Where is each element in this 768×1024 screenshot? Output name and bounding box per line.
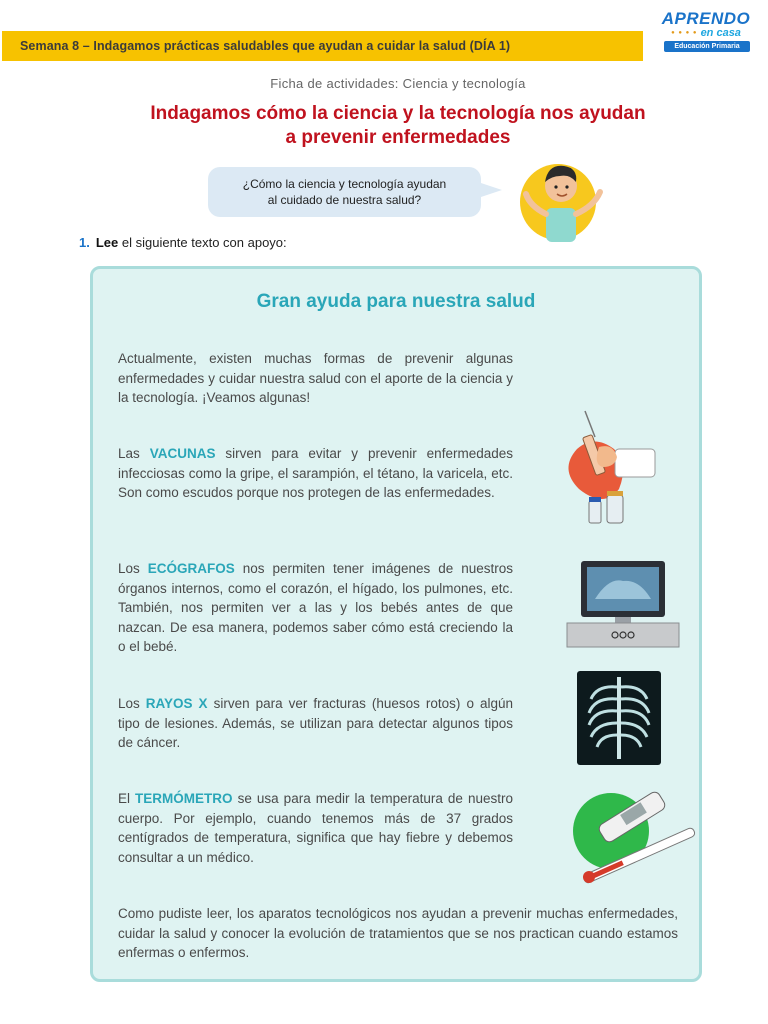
xray-icon <box>577 671 661 765</box>
intro-paragraph: Actualmente, existen muchas formas de prevenir algunas enfermedades y cuidar nuestra salud con el aporte de la ciencia y la tecnología. ¡Veamos algunas! <box>118 351 513 405</box>
instruction-step: 1. Lee el siguiente texto con apoyo: <box>79 235 287 250</box>
page-title: Indagamos cómo la ciencia y la tecnología nos ayudan a prevenir enfermedades <box>150 103 646 148</box>
thermometer-icon <box>567 789 701 885</box>
ultrasound-icon <box>565 559 681 651</box>
week-banner <box>2 31 643 61</box>
vacunas-paragraph: Las VACUNAS sirven para evitar y prevenir enfermedades infecciosas como la gripe, el sarampión, el tétano, la varicela, etc. Son como escudos porque nos protegen de las enfermedades. <box>118 446 513 500</box>
conclusion-paragraph: Como pudiste leer, los aparatos tecnológicos nos ayudan a prevenir muchas enfermedades, cuidar la salud y conocer la evolución de tratamientos que se nos practican cuando estamos enfermas o enfermos. <box>118 906 678 960</box>
vaccine-icon <box>559 409 659 529</box>
reading-box <box>90 266 702 982</box>
termometro-paragraph: El TERMÓMETRO se usa para medir la temperatura de nuestro cuerpo. Por ejemplo, cuando tenemos más de 37 grados centígrados de temperatura, significa que hay fiebre y debemos consultar a un médico. <box>118 791 513 865</box>
aprendo-en-casa-logo: APRENDO ● ● ● ● en casa Educación Primaria <box>661 9 751 50</box>
child-illustration <box>512 150 612 242</box>
rayos-paragraph: Los RAYOS X sirven para ver fracturas (huesos rotos) o algún tipo de lesiones. Además, se utilizan para detectar algunos tipos de cáncer. <box>118 696 513 750</box>
reading-title: Gran ayuda para nuestra salud <box>256 291 536 312</box>
speech-bubble-tail <box>478 182 502 198</box>
speech-bubble: ¿Cómo la ciencia y tecnología ayudan al cuidado de nuestra salud? <box>208 167 481 217</box>
page-subtitle: Ficha de actividades: Ciencia y tecnología <box>270 76 526 91</box>
ecografos-paragraph: Los ECÓGRAFOS nos permiten tener imágenes de nuestros órganos internos, como el corazón, el hígado, los pulmones, etc. También, nos permiten ver a las y los bebés antes de que nazcan. De esa manera, podemos saber cómo está creciendo la o el bebé. <box>118 561 513 654</box>
banner-text: Semana 8 – Indagamos prácticas saludables que ayudan a cuidar la salud (DÍA 1) <box>20 39 511 53</box>
